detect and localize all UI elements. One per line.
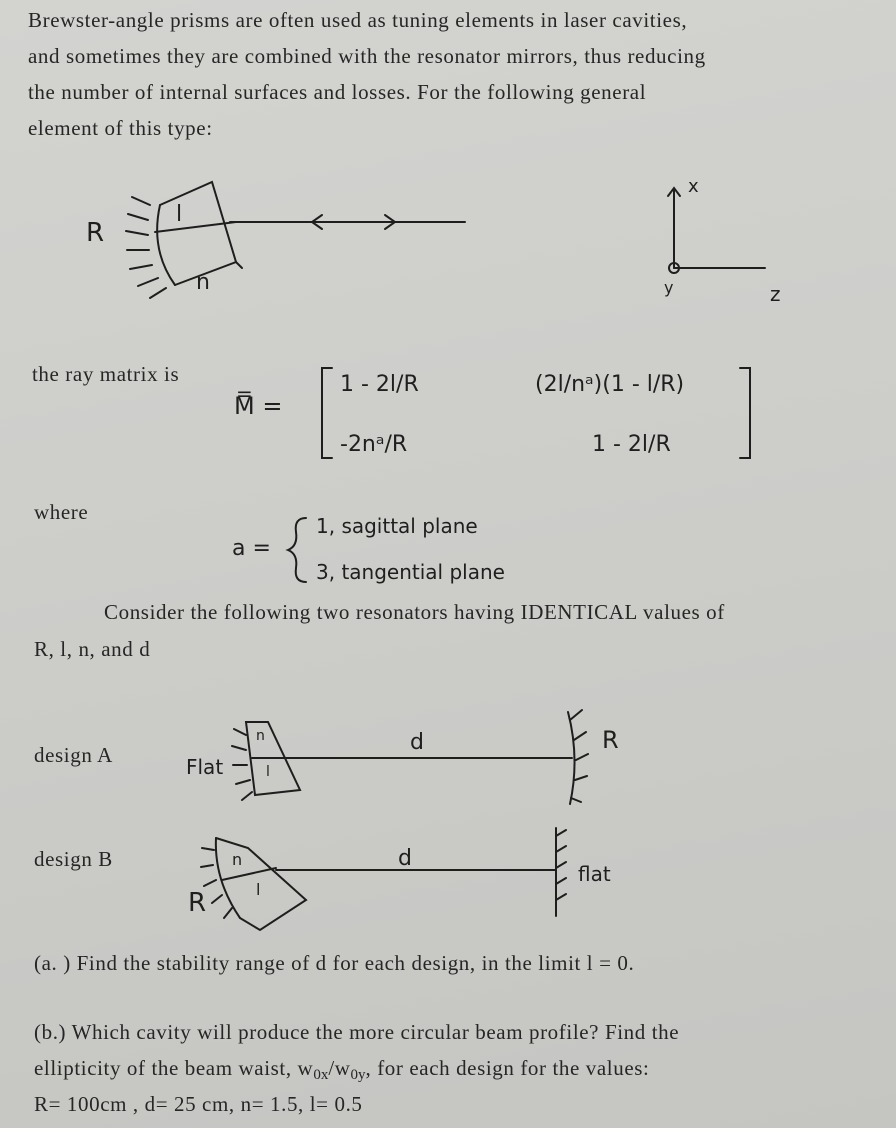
design-b-label: design B bbox=[34, 847, 113, 871]
where-case-1: 1, sagittal plane bbox=[316, 514, 478, 538]
matrix-m11: 1 - 2l/R bbox=[340, 372, 419, 397]
question-a: (a. ) Find the stability range of d for each design, in the limit l = 0. bbox=[34, 951, 635, 975]
where-case-2: 3, tangential plane bbox=[316, 560, 505, 584]
design-b-flat-hatch bbox=[556, 830, 566, 900]
consider-line-1: Consider the following two resonators having IDENTICAL values of bbox=[104, 600, 725, 624]
design-a-prism-n: n bbox=[256, 728, 265, 744]
design-a-label: design A bbox=[34, 743, 113, 767]
intro-line-1: Brewster-angle prisms are often used as tuning elements in laser cavities, bbox=[28, 8, 688, 32]
matrix-m21: -2nᵃ/R bbox=[340, 432, 408, 457]
axis-label-z: z bbox=[770, 282, 781, 306]
question-b-line-1: (b.) Which cavity will produce the more circular beam profile? Find the bbox=[34, 1020, 680, 1044]
fig1-label-R: R bbox=[86, 218, 105, 248]
fig1-label-n: n bbox=[196, 270, 210, 295]
question-b-line-2: ellipticity of the beam waist, $w_{0x}/w_{0y}$, for each design for the values: bbox=[34, 1056, 650, 1083]
where-lhs: a = bbox=[232, 536, 271, 561]
matrix-symbol: M̿ = bbox=[234, 392, 283, 420]
question-b-line-3: R= 100cm , d= 25 cm, n= 1.5, l= 0.5 bbox=[34, 1092, 363, 1116]
design-a-flat-label: Flat bbox=[186, 755, 224, 779]
design-b-mirror-R: R bbox=[188, 888, 207, 918]
fig1-label-l: l bbox=[176, 202, 183, 227]
matrix-intro: the ray matrix is bbox=[32, 362, 180, 386]
intro-line-2: and sometimes they are combined with the resonator mirrors, thus reducing bbox=[28, 44, 706, 68]
design-b-prism bbox=[216, 838, 306, 930]
design-b-prism-l: l bbox=[256, 880, 261, 899]
intro-line-4: element of this type: bbox=[28, 116, 213, 140]
design-b-distance: d bbox=[398, 846, 412, 871]
matrix-m22: 1 - 2l/R bbox=[592, 432, 671, 457]
axis-label-y: y bbox=[664, 278, 674, 297]
design-b-flat-label: flat bbox=[578, 862, 611, 886]
design-a-mirror-R: R bbox=[602, 726, 619, 754]
design-b-prism-n: n bbox=[232, 850, 243, 869]
design-a-prism-l: l bbox=[266, 764, 270, 780]
matrix-m12: (2l/nᵃ)(1 - l/R) bbox=[535, 372, 685, 397]
intro-line-3: the number of internal surfaces and losses. For the following general bbox=[28, 80, 647, 104]
axis-label-x: x bbox=[688, 176, 699, 197]
where-label: where bbox=[34, 500, 89, 524]
consider-line-2: R, l, n, and d bbox=[34, 637, 151, 661]
design-a-distance: d bbox=[410, 730, 424, 755]
